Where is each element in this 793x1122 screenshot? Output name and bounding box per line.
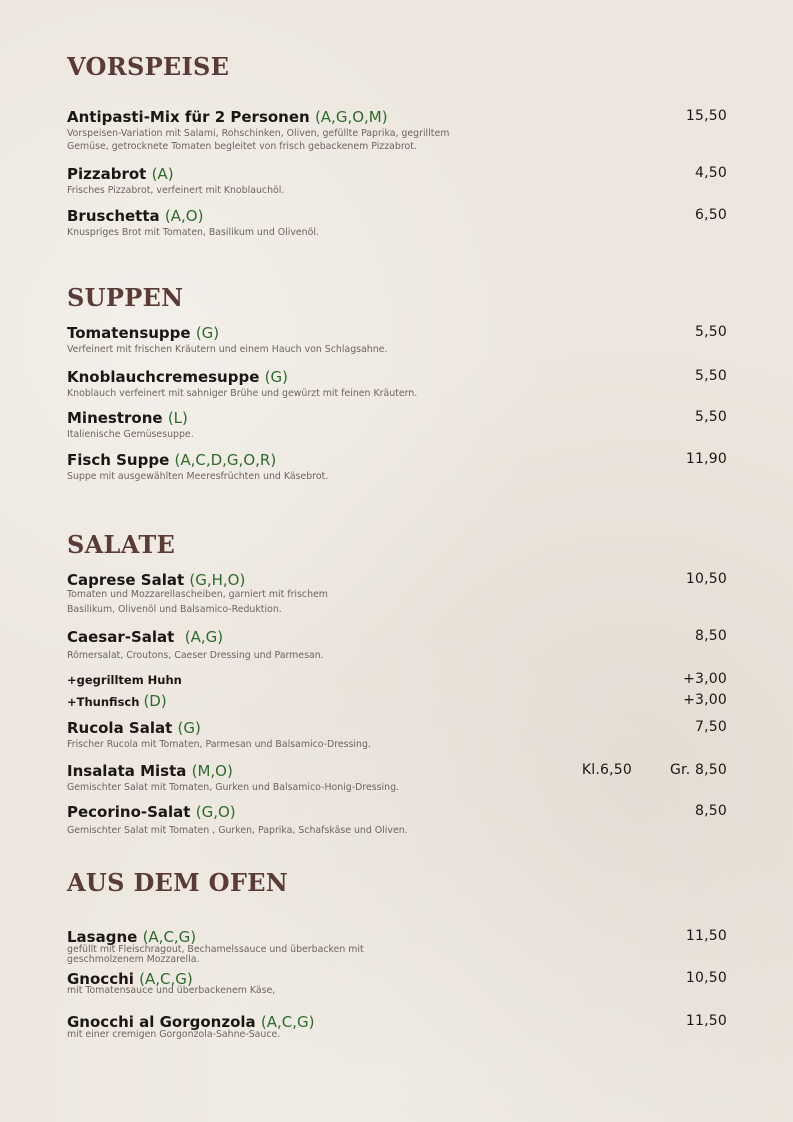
menu-item-rucola-salat [67,719,727,751]
item-price: +3,00 [683,692,727,708]
menu-item-pizzabrot [67,165,727,197]
item-price: 7,50 [695,719,727,735]
item-price: 5,50 [695,324,727,340]
item-name: Caesar-Salat [67,628,175,646]
allergen-codes: (A,C,G) [142,928,197,946]
allergen-codes: (G) [177,719,201,737]
item-name: Minestrone [67,409,163,427]
item-price: 15,50 [685,108,727,124]
section-title-vorspeise: VORSPEISE [67,52,230,81]
item-price: 11,50 [685,928,727,944]
item-name: Rucola Salat [67,719,173,737]
item-price: 4,50 [695,165,727,181]
item-description: Frischer Rucola mit Tomaten, Parmesan und Balsamico-Dressing. [67,739,371,750]
menu-item-lasagne [67,928,727,965]
item-name: +Thunfisch [67,695,140,709]
item-name: Knoblauchcremesuppe [67,368,260,386]
item-name: Lasagne [67,928,138,946]
allergen-codes: (G) [264,368,288,386]
menu-item-extra-huhn [67,671,727,689]
item-description: Suppe mit ausgewählten Meeresfrüchten und Käsebrot. [67,471,329,482]
menu-item-minestrone [67,409,727,441]
allergen-codes: (A,O) [164,207,204,225]
allergen-codes: (L) [167,409,188,427]
menu-item-caprese-salat [67,571,727,617]
allergen-codes: (G) [195,324,220,342]
item-description: gefüllt mit Fleischragout, Bechamelssauce und überbacken mit [67,944,364,955]
menu-item-tomatensuppe [67,324,727,356]
item-price: 5,50 [695,409,727,425]
menu-item-antipasti [67,108,727,153]
allergen-codes: (A) [151,165,174,183]
item-name: Insalata Mista [67,762,187,780]
item-name: Caprese Salat [67,571,185,589]
item-price: 11,90 [685,451,727,467]
item-name: Bruschetta [67,207,160,225]
item-description: Frisches Pizzabrot, verfeinert mit Knoblauchöl. [67,185,285,196]
item-price: 10,50 [685,571,727,587]
item-description: Gemischter Salat mit Tomaten , Gurken, Paprika, Schafskäse und Oliven. [67,825,408,836]
item-price-small: Kl.6,50 [581,762,632,778]
menu-item-extra-thunfisch [67,692,727,711]
allergen-codes: (A,C,G) [139,970,193,988]
item-price: 6,50 [695,207,727,223]
item-description: Verfeinert mit frischen Kräutern und einem Hauch von Schlagsahne. [67,344,388,355]
item-description: Vorspeisen-Variation mit Salami, Rohschinken, Oliven, gefüllte Paprika, gegrilltem [67,128,450,139]
item-description: Tomaten und Mozzarellascheiben, garniert mit frischem [67,589,328,600]
item-name: Tomatensuppe [67,324,191,342]
item-name: Gnocchi [67,970,134,988]
item-name: +gegrilltem Huhn [67,673,182,687]
item-name: Fisch Suppe [67,451,170,469]
item-description-line2: geschmolzenem Mozzarella. [67,954,200,965]
item-description: Knoblauch verfeinert mit sahniger Brühe und gewürzt mit feinen Kräutern. [67,388,418,399]
menu-item-caesar-salat [67,628,727,662]
allergen-codes: (M,O) [191,762,233,780]
allergen-codes: (A,C,D,G,O,R) [174,451,277,469]
allergen-codes: (D) [143,692,167,710]
menu-item-gnocchi-gorgonzola [67,1013,727,1040]
item-description: Gemischter Salat mit Tomaten, Gurken und Balsamico-Honig-Dressing. [67,782,400,793]
section-title-salate: SALATE [67,530,176,559]
allergen-codes: (A,C,G) [260,1013,315,1031]
item-name: Antipasti-Mix für 2 Personen [67,108,310,126]
allergen-codes: (G,H,O) [189,571,246,589]
item-description: mit Tomatensauce und überbackenem Käse, [67,985,276,996]
menu-item-bruschetta [67,207,727,239]
item-name: Pizzabrot [67,165,147,183]
item-name: Pecorino-Salat [67,803,191,821]
item-name: Gnocchi al Gorgonzola [67,1013,256,1031]
item-description: Römersalat, Croutons, Caeser Dressing und Parmesan. [67,650,324,661]
item-price: 10,50 [685,970,727,986]
item-price: 8,50 [695,628,727,644]
allergen-codes: (A,G,O,M) [314,108,388,126]
menu-item-insalata-mista [67,762,727,794]
item-description: Knuspriges Brot mit Tomaten, Basilikum und Olivenöl. [67,227,319,238]
item-price: +3,00 [683,671,727,687]
menu-item-knoblauchcremesuppe [67,368,727,400]
menu-item-gnocchi [67,970,727,996]
menu-item-fisch-suppe [67,451,727,483]
item-description-line2: Basilikum, Olivenöl und Balsamico-Reduktion. [67,604,282,615]
allergen-codes: (A,G) [184,628,224,646]
section-title-aus-dem-ofen: AUS DEM OFEN [67,868,289,897]
item-price: 5,50 [695,368,727,384]
item-description: Italienische Gemüsesuppe. [67,429,194,440]
item-description-line2: Gemüse, getrocknete Tomaten begleitet von frisch gebackenem Pizzabrot. [67,141,417,152]
section-title-suppen: SUPPEN [67,283,184,312]
item-price: 8,50 [695,803,727,819]
item-price: 11,50 [685,1013,727,1029]
allergen-codes: (G,O) [195,803,236,821]
menu-item-pecorino-salat [67,803,727,837]
item-description: mit einer cremigen Gorgonzola-Sahne-Sauce. [67,1029,281,1040]
item-price-large: Gr. 8,50 [670,762,727,778]
